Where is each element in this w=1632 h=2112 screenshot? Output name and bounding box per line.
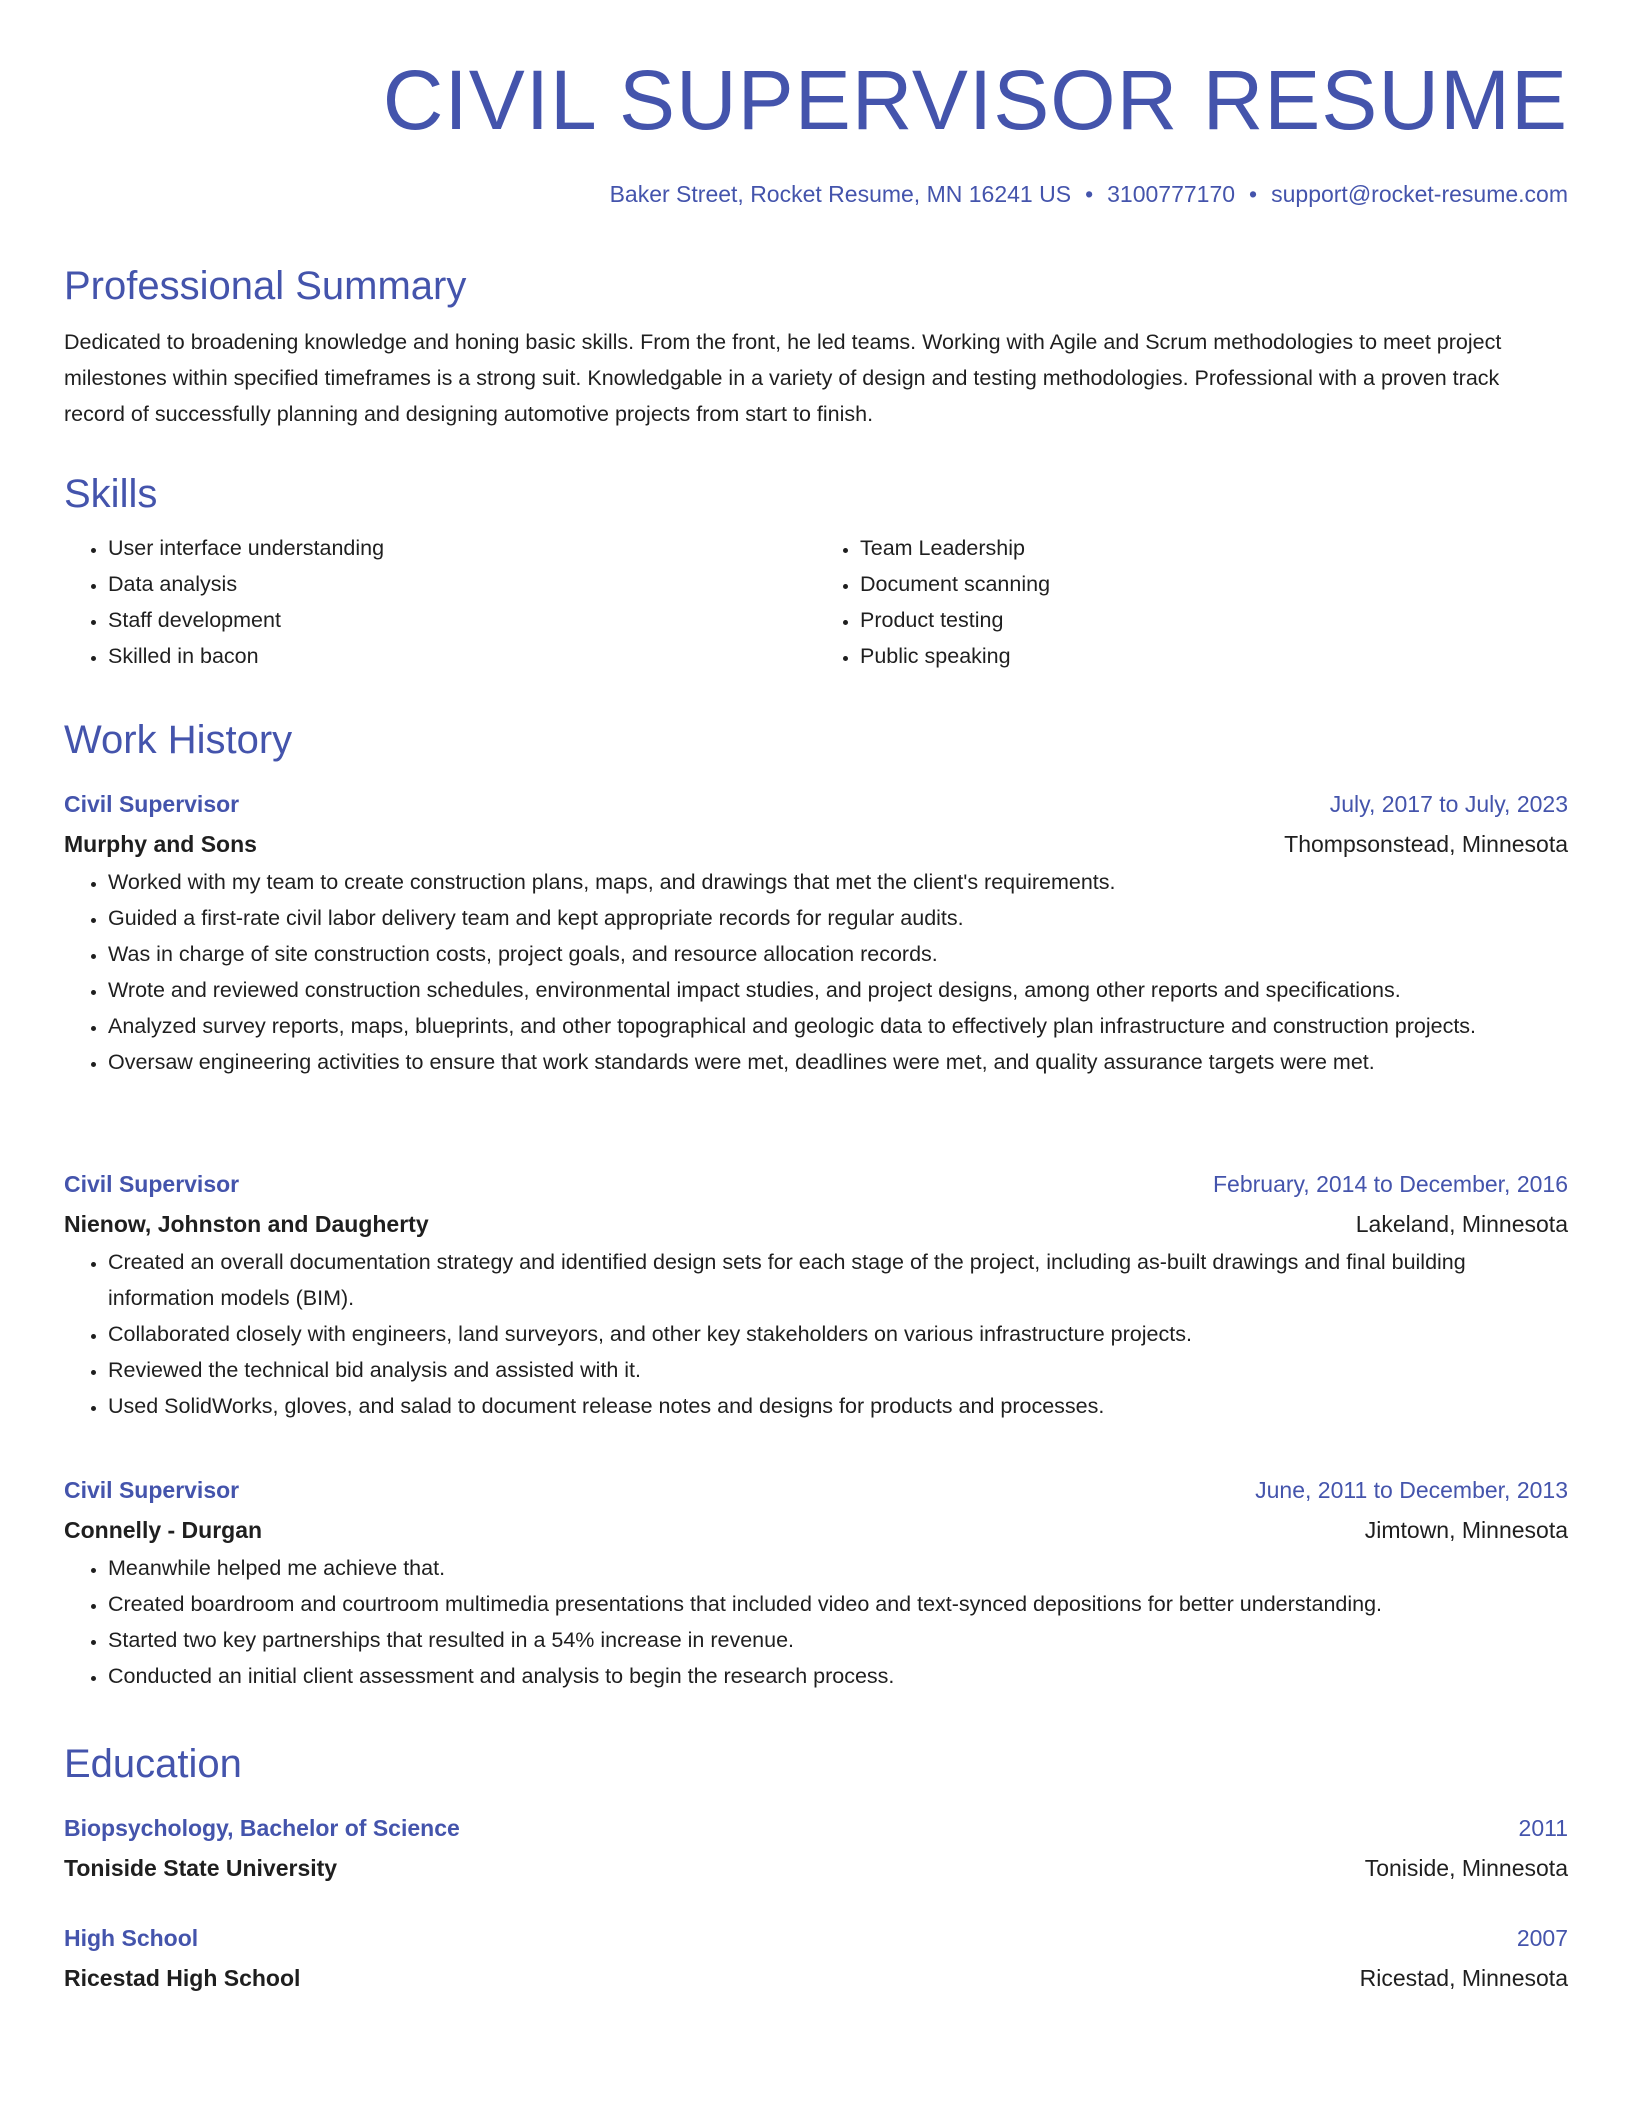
job-bullet: • Started two key partnerships that resulted in a 54% increase in revenue. xyxy=(108,1622,1568,1658)
section-heading-summary: Professional Summary xyxy=(64,264,467,308)
contact-separator: • xyxy=(1249,181,1258,207)
job-bullet: • Created an overall documentation strategy and identified design sets for each stage of the project, including as-built drawings and final building information models (BIM). xyxy=(108,1244,1568,1316)
job-bullet: • Worked with my team to create construction plans, maps, and drawings that met the client's requirements. xyxy=(108,864,1568,900)
education-entry xyxy=(64,1918,1568,1998)
resume-header xyxy=(64,0,1568,210)
job-title: Civil Supervisor xyxy=(64,1171,240,1197)
graduation-year: 2011 xyxy=(1518,1815,1568,1841)
job-bullet: • Was in charge of site construction costs, project goals, and resource allocation records. xyxy=(108,936,1568,972)
job-bullet: • Reviewed the technical bid analysis and assisted with it. xyxy=(108,1352,1568,1388)
job-title-row xyxy=(64,784,1568,824)
job-entry xyxy=(64,784,1568,1080)
job-title-row xyxy=(64,1164,1568,1204)
education-entry xyxy=(64,1808,1568,1888)
job-bullet: • Guided a first-rate civil labor delivery team and kept appropriate records for regular audits. xyxy=(108,900,1568,936)
job-entry xyxy=(64,1470,1568,1694)
job-employer: Murphy and Sons xyxy=(64,831,257,857)
job-location: Thompsonstead, Minnesota xyxy=(1284,831,1568,857)
degree-row xyxy=(64,1918,1568,1958)
job-bullet: • Meanwhile helped me achieve that. xyxy=(108,1550,1568,1586)
job-bullet: • Oversaw engineering activities to ensure that work standards were met, deadlines were met, and quality assurance targets were met. xyxy=(108,1044,1568,1080)
job-employer-row xyxy=(64,824,1568,864)
skills-column-left xyxy=(64,530,816,674)
graduation-year: 2007 xyxy=(1516,1925,1568,1951)
job-dates: June, 2011 to December, 2013 xyxy=(1255,1477,1568,1503)
degree: Biopsychology, Bachelor of Science xyxy=(64,1815,460,1841)
job-location: Jimtown, Minnesota xyxy=(1364,1517,1568,1543)
school-row xyxy=(64,1848,1568,1888)
school-name: Ricestad High School xyxy=(64,1965,301,1991)
job-bullets xyxy=(64,864,1568,1080)
skill-item: • Document scanning xyxy=(860,566,1568,602)
job-bullets xyxy=(64,1244,1568,1424)
resume-title: CIVIL SUPERVISOR RESUME xyxy=(382,53,1568,147)
skill-item: • Product testing xyxy=(860,602,1568,638)
email-link[interactable]: support@rocket-resume.com xyxy=(1271,181,1568,207)
job-location: Lakeland, Minnesota xyxy=(1355,1211,1568,1237)
job-title-row xyxy=(64,1470,1568,1510)
section-heading-skills: Skills xyxy=(64,472,158,516)
job-title: Civil Supervisor xyxy=(64,791,240,817)
job-bullet: • Used SolidWorks, gloves, and salad to document release notes and designs for products and processes. xyxy=(108,1388,1568,1424)
skills-section xyxy=(64,470,1568,674)
job-bullet: • Collaborated closely with engineers, land surveyors, and other key stakeholders on various infrastructure projects. xyxy=(108,1316,1568,1352)
job-employer-row xyxy=(64,1204,1568,1244)
summary-text: Dedicated to broadening knowledge and honing basic skills. From the front, he led teams. Working with Agile and Scrum methodologies to meet project milestones within specified timeframes is a strong suit. Knowledgable in a variety of design and testing methodologies. Professional with a proven track record of successfully planning and designing automotive projects from start to finish. xyxy=(64,330,1502,426)
skills-grid xyxy=(64,530,1568,674)
skill-item: • Public speaking xyxy=(860,638,1568,674)
skill-item: • Data analysis xyxy=(108,566,816,602)
resume-page xyxy=(64,0,1568,1991)
skills-column-right xyxy=(816,530,1568,674)
job-employer: Nienow, Johnston and Daugherty xyxy=(64,1211,429,1237)
skill-item: • Skilled in bacon xyxy=(108,638,816,674)
address: Baker Street, Rocket Resume, MN 16241 US xyxy=(609,181,1072,207)
school-location: Toniside, Minnesota xyxy=(1364,1855,1568,1881)
skill-item: • Staff development xyxy=(108,602,816,638)
skill-item: • User interface understanding xyxy=(108,530,816,566)
job-dates: February, 2014 to December, 2016 xyxy=(1212,1171,1568,1197)
job-bullets xyxy=(64,1550,1568,1694)
summary-section xyxy=(64,262,1568,432)
job-employer-row xyxy=(64,1510,1568,1550)
degree: High School xyxy=(64,1925,199,1951)
school-name: Toniside State University xyxy=(64,1855,338,1881)
school-location: Ricestad, Minnesota xyxy=(1359,1965,1568,1991)
contact-line xyxy=(64,178,1568,210)
section-heading-work-history: Work History xyxy=(64,718,293,762)
work-history-section xyxy=(64,716,1568,764)
section-heading-education: Education xyxy=(64,1742,242,1786)
education-section xyxy=(64,1740,1568,1788)
job-entry xyxy=(64,1164,1568,1424)
job-title: Civil Supervisor xyxy=(64,1477,240,1503)
job-dates: July, 2017 to July, 2023 xyxy=(1329,791,1568,817)
skill-item: • Team Leadership xyxy=(860,530,1568,566)
degree-row xyxy=(64,1808,1568,1848)
job-bullet: • Conducted an initial client assessment and analysis to begin the research process. xyxy=(108,1658,1568,1694)
job-employer: Connelly - Durgan xyxy=(64,1517,263,1543)
job-bullet: • Created boardroom and courtroom multimedia presentations that included video and text-synced depositions for better understanding. xyxy=(108,1586,1568,1622)
school-row xyxy=(64,1958,1568,1998)
job-bullet: • Analyzed survey reports, maps, blueprints, and other topographical and geologic data to effectively plan infrastructure and construction projects. xyxy=(108,1008,1568,1044)
contact-separator: • xyxy=(1085,181,1094,207)
phone: 3100777170 xyxy=(1107,181,1236,207)
job-bullet: • Wrote and reviewed construction schedules, environmental impact studies, and project designs, among other reports and specifications. xyxy=(108,972,1568,1008)
